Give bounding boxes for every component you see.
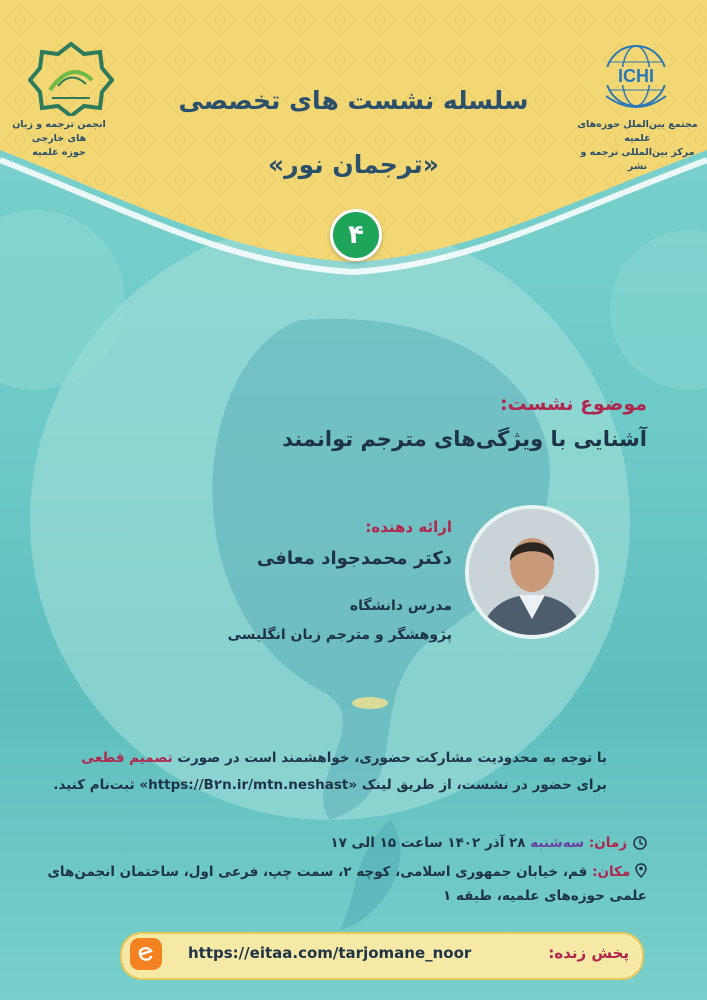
notice-text-1: با توجه به محدودیت مشارکت حضوری، خواهشمند است در صورت xyxy=(172,750,607,766)
presenter-role-lecturer: مدرس دانشگاه xyxy=(349,598,452,614)
series-subtitle: «ترجمان نور» xyxy=(268,150,439,179)
notice-highlight: تصمیم قطعی xyxy=(81,750,173,766)
place-row xyxy=(47,860,647,908)
time-label: زمان: xyxy=(588,835,627,851)
presenter-label: ارائه دهنده: xyxy=(365,518,452,536)
registration-notice xyxy=(47,745,607,799)
ichi-logo-text: ICHI xyxy=(618,66,654,86)
time-row xyxy=(330,835,647,851)
presenter-role-researcher: پژوهشگر و مترجم زبان انگلیسی xyxy=(227,627,452,643)
presenter-photo xyxy=(465,505,599,639)
live-stream-label: پخش زنده: xyxy=(548,944,629,962)
notice-text-2: برای حضور در نشست، از طریق لینک « xyxy=(348,777,607,793)
place-label: مکان: xyxy=(592,864,631,880)
left-logo-caption-line-2: حوزه علمیه xyxy=(32,147,86,158)
topic-label: موضوع نشست: xyxy=(499,393,647,415)
time-value: ۲۸ آذر ۱۴۰۲ ساعت ۱۵ الی ۱۷ xyxy=(330,835,526,851)
session-number-badge: ۴ xyxy=(330,209,382,261)
presenter-name: دکتر محمدجواد معافی xyxy=(256,548,452,569)
location-pin-icon xyxy=(635,863,647,878)
clock-icon xyxy=(633,836,647,850)
time-day: سه‌شنبه xyxy=(530,835,585,851)
eitaa-icon xyxy=(130,938,162,970)
place-value: قم، خیابان جمهوری اسلامی، کوچه ۲، سمت چپ، فرعی اول، ساختمان انجمن‌های علمی حوزه‌های علمیه، طبقه ۱ xyxy=(47,864,647,904)
notice-text-3: » ثبت‌نام کنید. xyxy=(53,777,149,793)
registration-link[interactable]: https://B۲n.ir/mtn.neshast xyxy=(148,777,349,793)
left-logo-caption-line-1: انجمن ترجمه و زبان های خارجی xyxy=(12,119,106,144)
right-logo-caption-line-1: مجتمع بین‌الملل حوزه‌های علمیه xyxy=(577,119,698,144)
presenter-avatar-icon xyxy=(469,509,595,635)
live-stream-link[interactable]: https://eitaa.com/tarjomane_noor xyxy=(188,944,472,962)
right-logo-caption-line-2: مرکز بین‌المللی ترجمه و نشر xyxy=(580,147,695,172)
series-title: سلسله نشست های تخصصی xyxy=(178,86,529,115)
topic-title: آشنایی با ویژگی‌های مترجم توانمند xyxy=(282,427,647,451)
